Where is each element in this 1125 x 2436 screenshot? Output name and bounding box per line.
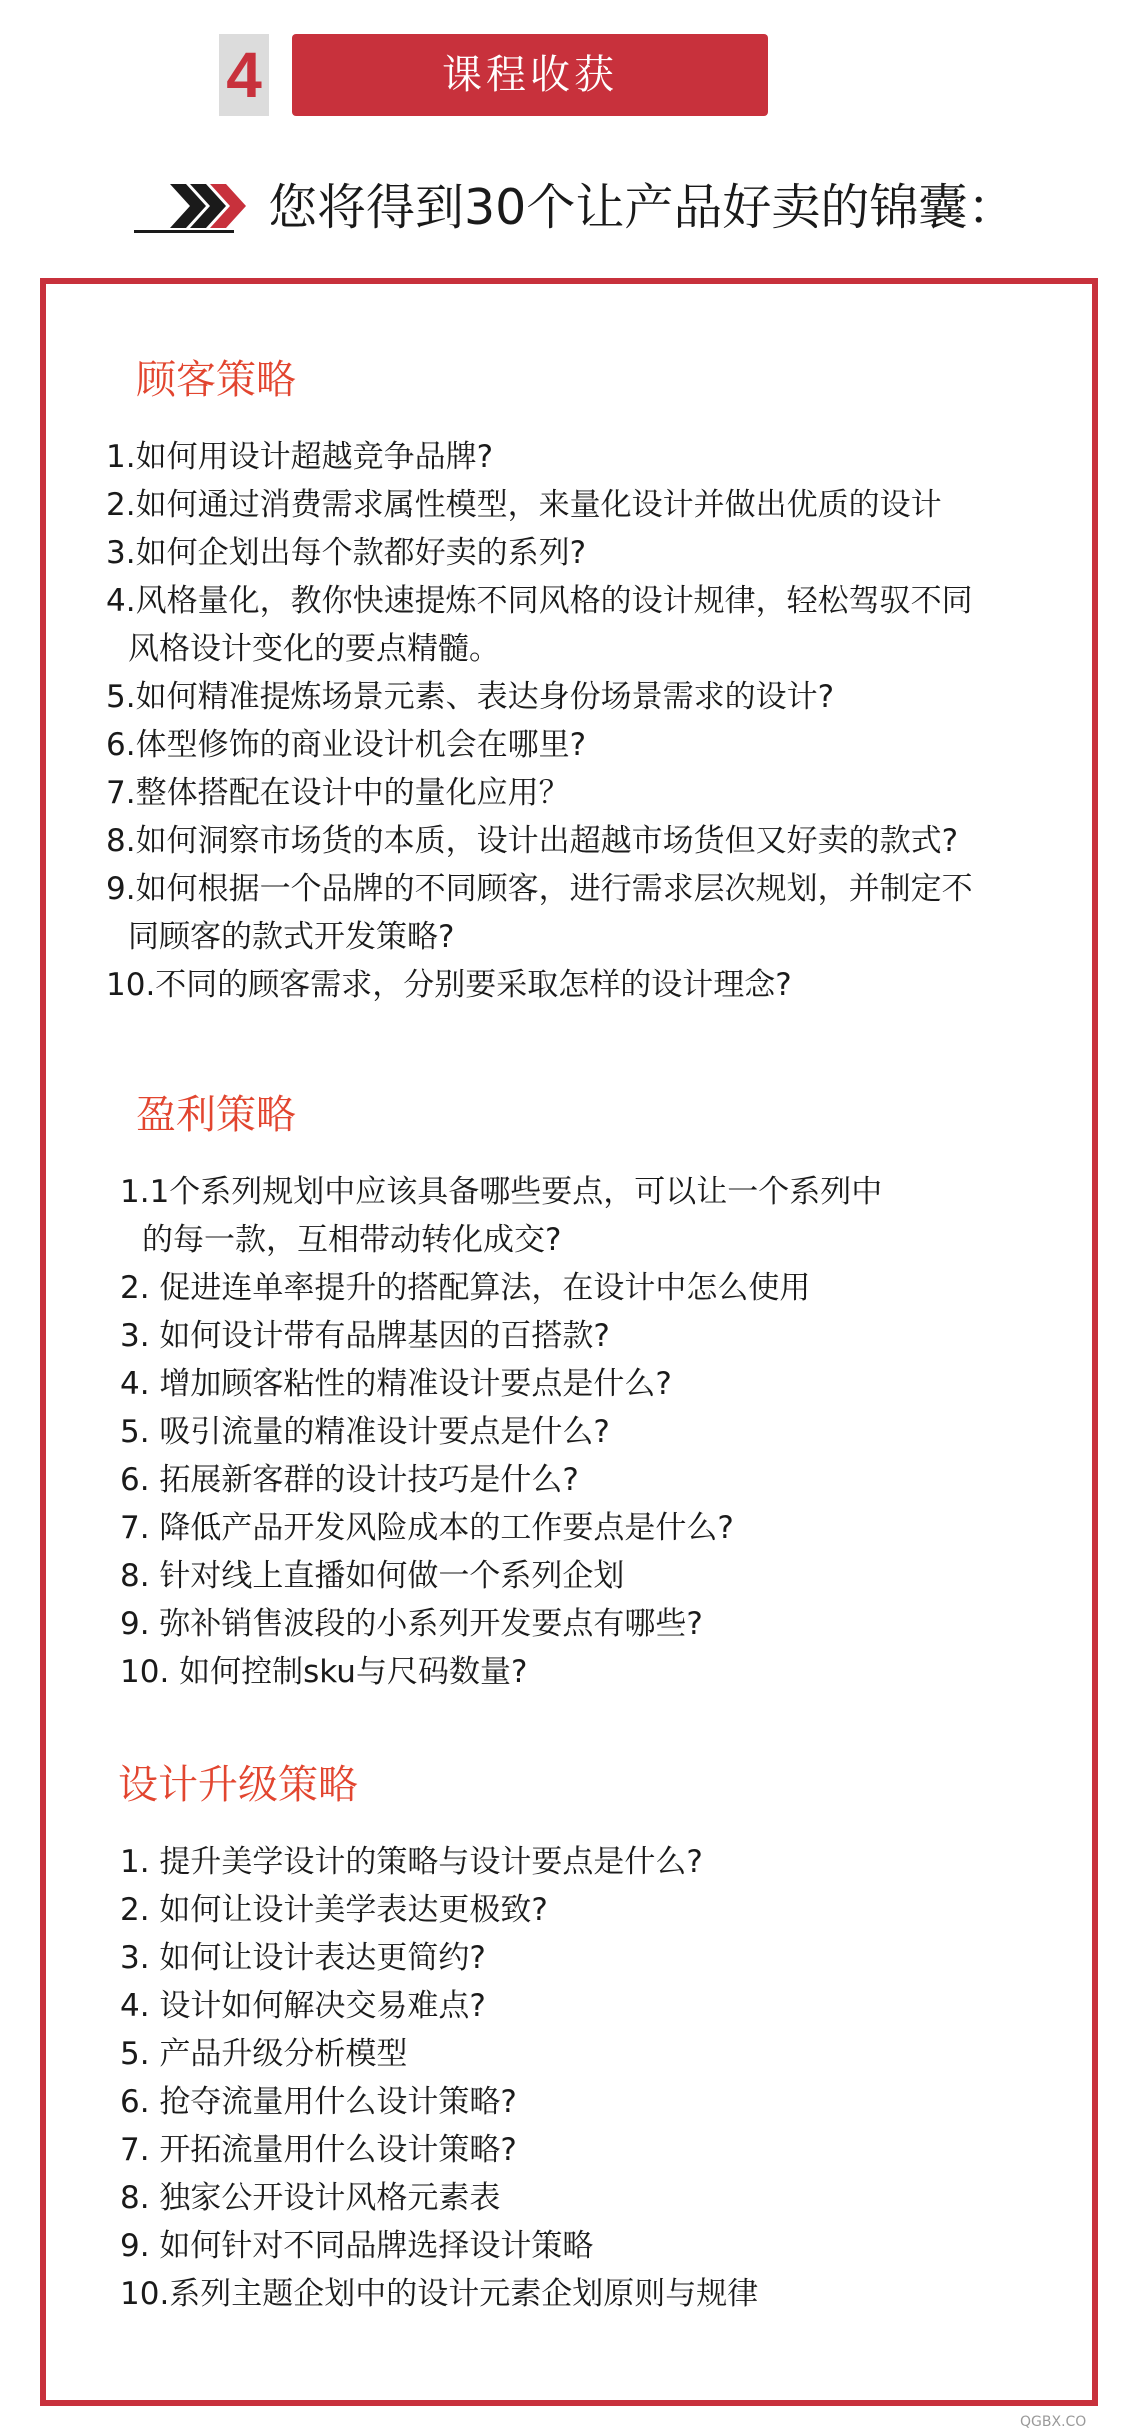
list-item-continuation: 的每一款，互相带动转化成交? xyxy=(142,1222,562,1258)
list-item: 2. 促进连单率提升的搭配算法，在设计中怎么使用 xyxy=(120,1270,811,1306)
watermark: QGBX.CO xyxy=(1020,2414,1087,2430)
list-item: 2.如何通过消费需求属性模型，来量化设计并做出优质的设计 xyxy=(106,487,942,523)
section-title: 盈利策略 xyxy=(136,1092,296,1138)
list-item: 4. 设计如何解决交易难点? xyxy=(120,1988,486,2024)
section-title: 顾客策略 xyxy=(136,357,296,403)
list-item-continuation: 同顾客的款式开发策略? xyxy=(128,919,455,955)
list-item: 3.如何企划出每个款都好卖的系列? xyxy=(106,535,587,571)
list-item: 1.如何用设计超越竞争品牌? xyxy=(106,439,494,475)
list-item-line: 9.如何根据一个品牌的不同顾客，进行需求层次规划，并制定不 xyxy=(106,871,973,907)
list-item xyxy=(106,865,973,961)
section-banner: 课程收获 xyxy=(292,34,768,116)
list-item: 3. 如何设计带有品牌基因的百搭款? xyxy=(120,1318,610,1354)
list-item: 7. 开拓流量用什么设计策略? xyxy=(120,2132,517,2168)
list-item xyxy=(106,577,973,673)
list-item: 1. 提升美学设计的策略与设计要点是什么? xyxy=(120,1844,703,1880)
list-item: 8. 针对线上直播如何做一个系列企划 xyxy=(120,1558,625,1594)
list-item-continuation: 风格设计变化的要点精髓。 xyxy=(128,631,500,667)
list-item: 6. 拓展新客群的设计技巧是什么? xyxy=(120,1462,579,1498)
list-item: 6. 抢夺流量用什么设计策略? xyxy=(120,2084,517,2120)
list-item: 4. 增加顾客粘性的精准设计要点是什么? xyxy=(120,1366,672,1402)
list-item: 7. 降低产品开发风险成本的工作要点是什么? xyxy=(120,1510,734,1546)
list-item: 9. 如何针对不同品牌选择设计策略 xyxy=(120,2228,594,2264)
headline-text: 您将得到30个让产品好卖的锦囊： xyxy=(268,179,1017,236)
list-item: 10.系列主题企划中的设计元素企划原则与规律 xyxy=(120,2276,759,2312)
list-item-line: 4.风格量化，教你快速提炼不同风格的设计规律，轻松驾驭不同 xyxy=(106,583,973,619)
list-item: 3. 如何让设计表达更简约? xyxy=(120,1940,486,1976)
item-list xyxy=(120,1838,758,2318)
list-item: 5.如何精准提炼场景元素、表达身份场景需求的设计? xyxy=(106,679,835,715)
headline-underline xyxy=(134,230,234,233)
headline-row xyxy=(0,168,1125,258)
list-item: 2. 如何让设计美学表达更极致? xyxy=(120,1892,548,1928)
chevron-right-red-icon xyxy=(210,184,250,228)
list-item: 7.整体搭配在设计中的量化应用？ xyxy=(106,775,570,811)
list-item: 10.不同的顾客需求，分别要采取怎样的设计理念? xyxy=(106,967,792,1003)
list-item xyxy=(120,1168,882,1264)
section-number-badge: 4 xyxy=(219,34,269,116)
list-item: 8. 独家公开设计风格元素表 xyxy=(120,2180,501,2216)
list-item: 10. 如何控制sku与尺码数量? xyxy=(120,1654,528,1690)
list-item: 5. 产品升级分析模型 xyxy=(120,2036,408,2072)
section-title: 设计升级策略 xyxy=(118,1762,358,1808)
item-list xyxy=(120,1168,882,1696)
list-item: 9. 弥补销售波段的小系列开发要点有哪些? xyxy=(120,1606,703,1642)
list-item: 8.如何洞察市场货的本质，设计出超越市场货但又好卖的款式? xyxy=(106,823,959,859)
list-item: 6.体型修饰的商业设计机会在哪里? xyxy=(106,727,587,763)
list-item: 5. 吸引流量的精准设计要点是什么? xyxy=(120,1414,610,1450)
list-item-line: 1.1个系列规划中应该具备哪些要点，可以让一个系列中 xyxy=(120,1174,883,1210)
item-list xyxy=(106,433,973,1009)
